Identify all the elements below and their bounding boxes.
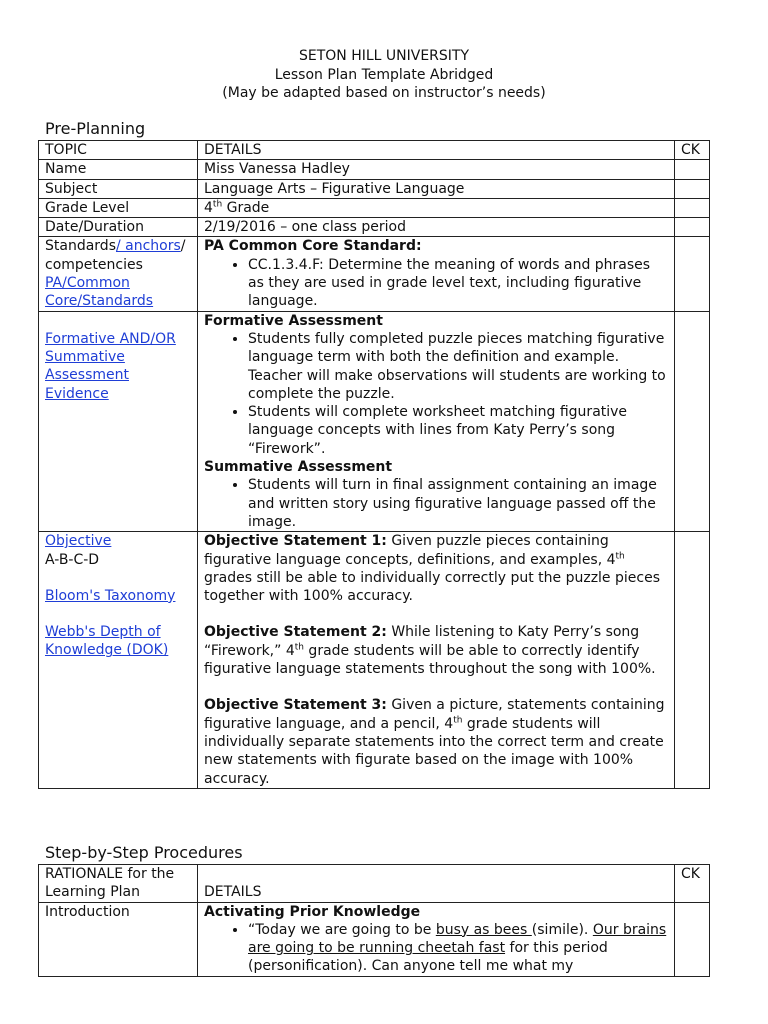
table-row <box>39 237 710 311</box>
ck-cell <box>675 179 710 198</box>
objective-1-text: Given puzzle pieces containing figurative language concepts, definitions, and examples, 4 <box>204 533 616 568</box>
grade-label: Grade Level <box>39 198 198 217</box>
date-label: Date/Duration <box>39 218 198 237</box>
introduction-label: Introduction <box>39 902 198 976</box>
procedures-heading: Step-by-Step Procedures <box>45 843 243 862</box>
objective-details <box>198 532 675 789</box>
anchors-link[interactable]: / anchors <box>115 238 181 255</box>
blooms-taxonomy-link[interactable]: Bloom's Taxonomy <box>45 587 176 604</box>
summative-bullet: • Students will turn in final assignment containing an image and written story using figurative language passed off the image. <box>248 476 668 531</box>
col-ck: CK <box>675 141 710 160</box>
abcd-text: A-B-C-D <box>45 551 100 568</box>
university-name: SETON HILL UNIVERSITY <box>298 48 470 64</box>
date-value: 2/19/2016 – one class period <box>198 218 675 237</box>
document-header <box>0 47 768 103</box>
webbs-dok-link[interactable]: Webb's Depth of Knowledge (DOK) <box>45 624 169 659</box>
objective-2-text: While listening to Katy Perry’s song “Firework,” 4 <box>204 624 640 659</box>
quote-text: for this period (personification). Can anyone tell me what my <box>248 940 608 975</box>
procedures-table <box>38 864 710 977</box>
col-details: DETAILS <box>198 141 675 160</box>
objective-1-sup: th <box>615 550 625 561</box>
col-details: DETAILS <box>198 865 675 903</box>
pa-common-core-link[interactable]: PA/Common Core/Standards <box>45 275 154 310</box>
objective-label <box>39 532 198 789</box>
objective-1-label: Objective Statement 1: <box>204 533 387 550</box>
objective-3-label: Objective Statement 3: <box>204 697 387 714</box>
table-row <box>39 902 710 976</box>
intro-bullet <box>248 921 668 976</box>
simile-example: busy as bees <box>435 921 532 938</box>
ck-cell <box>675 902 710 976</box>
pre-planning-heading: Pre-Planning <box>45 119 146 138</box>
formative-bullet: • Students will complete worksheet matching figurative language concepts with lines from Katy Perry’s song “Firework”. <box>248 403 668 458</box>
name-value: Miss Vanessa Hadley <box>198 160 675 179</box>
table-header-row <box>39 865 710 903</box>
ck-cell <box>675 160 710 179</box>
col-topic: TOPIC <box>39 141 198 160</box>
grade-word: Grade <box>222 199 270 216</box>
summative-heading: Summative Assessment <box>204 459 393 476</box>
objective-2-sup: th <box>294 642 304 653</box>
quote-text: “Today we are going to be <box>248 921 436 938</box>
objective-3-sup: th <box>453 714 463 725</box>
objective-2-label: Objective Statement 2: <box>204 624 387 641</box>
table-row <box>39 311 710 532</box>
objective-1-text-end: grades still be able to individually correctly put the puzzle pieces together with 100% accuracy. <box>204 569 660 605</box>
ck-cell <box>675 237 710 311</box>
table-row <box>39 218 710 237</box>
col-rationale: RATIONALE for the Learning Plan <box>39 865 198 903</box>
standards-text: Standards <box>45 238 116 255</box>
table-header-row <box>39 141 710 160</box>
objective-3-text: Given a picture, statements containing figurative language, and a pencil, 4 <box>204 697 665 732</box>
formative-bullet: • Students fully completed puzzle pieces matching figurative language term with both the definition and example. Teacher will make observations will students are working to complete the puzzle. <box>248 330 668 403</box>
formative-heading: Formative Assessment <box>204 312 383 329</box>
standards-bullet: • CC.1.3.4.F: Determine the meaning of words and phrases as they are used in grade level text, including figurative language. <box>248 256 668 311</box>
assessment-evidence-link[interactable]: Formative AND/OR Summative Assessment Evidence <box>45 330 176 402</box>
table-row <box>39 532 710 789</box>
prior-knowledge-heading: Activating Prior Knowledge <box>204 903 421 920</box>
assessment-details <box>198 311 675 532</box>
template-note: (May be adapted based on instructor’s needs) <box>222 85 546 101</box>
standards-details <box>198 237 675 311</box>
standards-heading: PA Common Core Standard: <box>204 238 422 255</box>
name-label: Name <box>39 160 198 179</box>
personification-example: Our brains are going to be running cheetah fast <box>248 921 667 957</box>
grade-number: 4 <box>204 199 213 216</box>
subject-value: Language Arts – Figurative Language <box>198 179 675 198</box>
table-row <box>39 160 710 179</box>
objective-statement-1 <box>204 532 668 605</box>
table-row <box>39 198 710 217</box>
objective-statement-3 <box>204 696 668 787</box>
objective-3-text-end: grade students will individually separate statements into the correct term and create new statements with figurate based on the image with 100% accuracy. <box>204 715 664 787</box>
quote-text: (simile). <box>531 921 593 938</box>
grade-superscript: th <box>212 199 223 210</box>
grade-value <box>198 198 675 217</box>
ck-cell <box>675 198 710 217</box>
objective-link[interactable]: Objective <box>45 533 112 550</box>
template-title: Lesson Plan Template Abridged <box>274 66 494 83</box>
subject-label: Subject <box>39 179 198 198</box>
ck-cell <box>675 311 710 532</box>
table-row <box>39 179 710 198</box>
objective-2-text-end: grade students will be able to correctly identify figurative language statements throughout the song with 100%. <box>204 642 656 678</box>
ck-cell <box>675 532 710 789</box>
col-ck: CK <box>675 865 710 903</box>
introduction-details <box>198 902 675 976</box>
standards-label <box>39 237 198 311</box>
objective-statement-2 <box>204 623 668 678</box>
assessment-label <box>39 311 198 532</box>
ck-cell <box>675 218 710 237</box>
competencies-text: / competencies <box>45 238 186 273</box>
pre-planning-table <box>38 140 710 789</box>
